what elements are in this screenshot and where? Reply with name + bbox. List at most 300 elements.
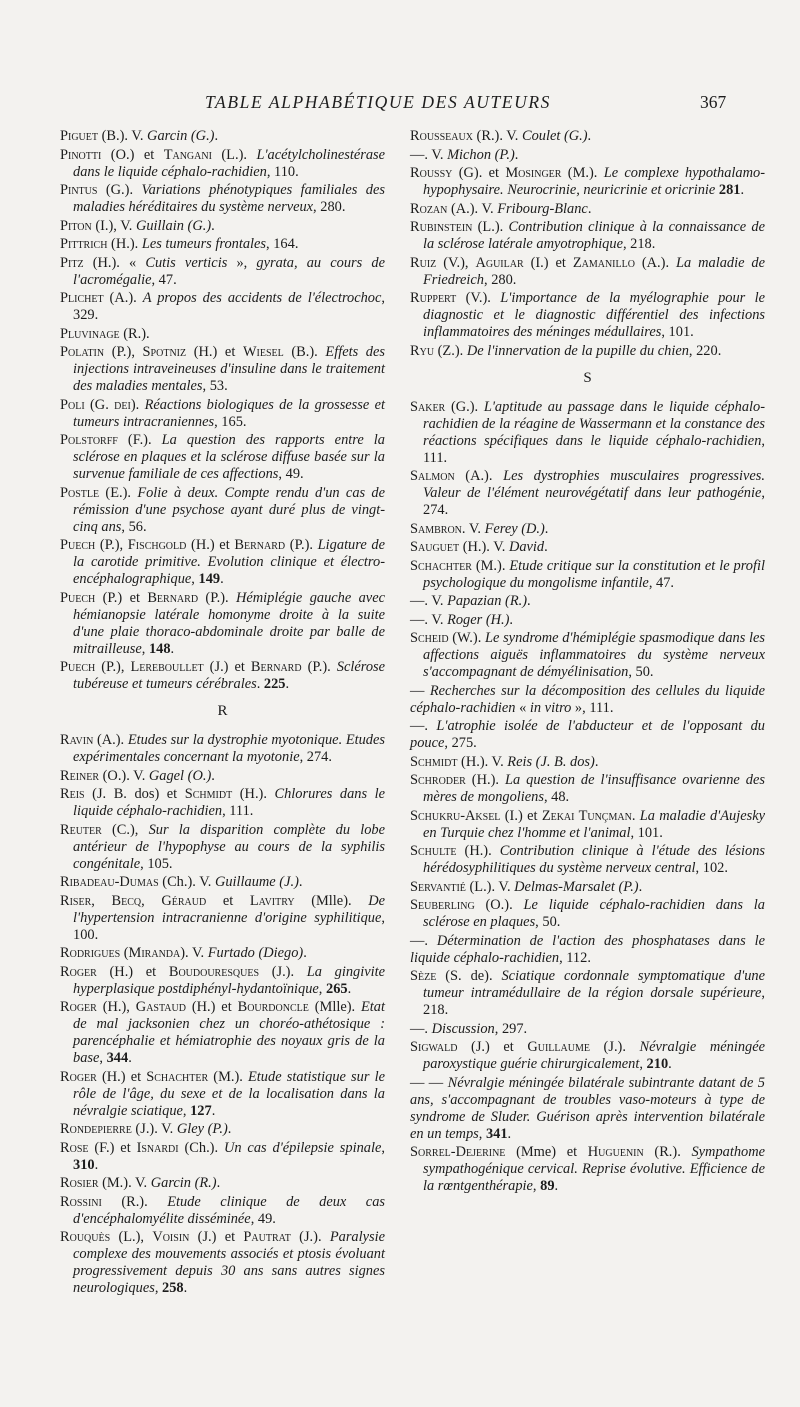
entry-title: Variations phénotypiques familiales des maladies héréditaires du système nerveux (73, 182, 385, 215)
entry-title: Coulet (G.) (522, 128, 588, 144)
index-entry (410, 219, 765, 253)
author-name: Schmidt (184, 786, 233, 802)
entry-title: Gley (P.) (176, 1121, 228, 1137)
entry-text: (O.). V. (99, 767, 149, 784)
entry-text: (I.) et (500, 807, 542, 824)
entry-title: David (508, 539, 545, 555)
entry-text: , 280. (484, 271, 517, 288)
entry-text: (A.). (454, 468, 504, 484)
index-entry (410, 343, 765, 360)
author-name: Lereboullet (130, 659, 204, 675)
entry-text: , (381, 1139, 385, 1156)
author-name: Guillaume (527, 1039, 590, 1055)
index-entry (410, 897, 765, 931)
entry-title: Névralgie méningée bilatérale subintrante datant de 5 ans, s'accompagnant de troubles vaso-moteurs à type de syndrome de Sluder. Guérison après intervention bilatérale en un temps (410, 1074, 765, 1142)
entry-text: « (515, 699, 530, 716)
index-entry (60, 128, 385, 145)
entry-text: (H.) et (96, 963, 169, 980)
index-entry (60, 893, 385, 944)
page-reference: 344 (106, 1050, 129, 1066)
entry-title: Névralgie méningée paroxystique guérie chirurgicalement (423, 1039, 766, 1072)
entry-text: (J.) et (203, 659, 251, 675)
author-name: Zekai Tunçman (541, 807, 632, 824)
entry-text: (A.). (634, 254, 676, 271)
author-name: Polatin (60, 344, 105, 360)
entry-text: (Mlle). (308, 999, 362, 1015)
entry-text: , (191, 571, 199, 587)
index-entry (60, 1069, 385, 1120)
entry-text: , 53. (202, 378, 228, 394)
author-name: Poli (60, 396, 85, 413)
page-reference: 341 (485, 1125, 508, 1142)
entry-title: L'acétylcholinestérase dans le liquide céphalo-rachidien (73, 146, 385, 180)
entry-title: Guillaume (J.) (214, 874, 299, 890)
entry-text: —. (410, 718, 437, 734)
entry-text: . (128, 1050, 132, 1066)
entry-text: (H.). (232, 786, 275, 802)
entry-text: (R.). (101, 1193, 168, 1210)
entry-text: . (544, 520, 549, 537)
entry-text: ). (130, 396, 145, 413)
author-name: Tangani (163, 146, 212, 163)
entry-title: Etude statistique sur le rôle de l'âge, du sexe et de la localisation dans la névralgie sciatique (73, 1068, 385, 1119)
index-entry (410, 772, 765, 806)
author-name: Salmon (410, 468, 455, 484)
index-entry (60, 236, 385, 253)
author-name: Reiner (60, 767, 100, 784)
entry-text: (B.). (283, 344, 326, 360)
entry-title: Etude critique sur la constitution et le profil psychologique du mongolisme infantile (423, 557, 765, 591)
entry-text: (Z.). (434, 342, 467, 359)
author-name: Isnardi (136, 1139, 179, 1156)
entry-text: , 105. (140, 855, 173, 872)
index-entry (410, 612, 765, 629)
entry-text: ( (120, 945, 129, 961)
index-entry (60, 182, 385, 216)
entry-title: L'aptitude au passage dans le liquide céphalo-rachidien de la réagine de Wassermann et la constance des réactions spécifiques dans le liquide céphalo-rachidien (423, 398, 765, 449)
entry-text: (I.), V. (91, 217, 136, 234)
author-name: Schroder (410, 772, 466, 788)
entry-text: », 111. (571, 699, 614, 716)
entry-text: S (583, 369, 592, 386)
index-entry (60, 432, 385, 483)
entry-text: (G. (84, 396, 115, 413)
entry-text: , 101. (630, 824, 663, 841)
page-reference: 149 (198, 571, 221, 587)
entry-text: , (141, 892, 162, 909)
entry-text: , 111. (423, 432, 765, 466)
author-name: Sauguet (410, 539, 460, 555)
entry-text: . V. (461, 520, 485, 537)
entry-text: , 47. (648, 574, 675, 591)
page-reference: 258 (162, 1280, 184, 1296)
author-name: Sèze (410, 968, 437, 984)
entry-text: (P.), (104, 344, 143, 360)
entry-text: (F.) et (88, 1139, 137, 1156)
entry-text: (W.). (448, 630, 485, 646)
author-name: Rousseaux (410, 128, 473, 144)
entry-text: , (99, 1050, 107, 1066)
entry-title: Les tumeurs frontales (141, 236, 267, 252)
entry-text: (H.) et (186, 537, 235, 553)
entry-text: (P.). (198, 589, 236, 606)
author-name: Lavitry (249, 892, 295, 909)
author-name: dei (114, 396, 131, 413)
entry-text: (H.) et (185, 999, 238, 1015)
author-name: Riser (60, 892, 92, 909)
entry-title: Le syndrome d'hémiplégie spasmodique dans les affections aiguës inflammatoires du système nerveux s'accompagnant de démyélinisation (423, 630, 765, 680)
entry-text: (H.). V. (457, 753, 508, 770)
index-entry (60, 397, 385, 431)
entry-text: . (631, 807, 640, 824)
entry-text: (J.). (290, 1229, 330, 1245)
author-name: Piguet (60, 128, 98, 144)
author-name: Gastaud (135, 999, 186, 1015)
entry-text: (H.), (96, 999, 136, 1015)
entry-text: (R.). (643, 1144, 692, 1160)
author-name: Wiesel (242, 344, 284, 360)
index-entry (410, 165, 765, 199)
entry-text: (H.). (107, 236, 142, 252)
author-name: Piton (60, 217, 92, 234)
author-name: Polstorff (60, 432, 118, 448)
entry-text: , 111. (222, 803, 254, 819)
entry-text: (V.), (436, 254, 476, 271)
author-name: Servantié (410, 878, 466, 895)
author-name: Schachter (146, 1068, 209, 1085)
author-name: Sorrel-Dejerine (410, 1144, 506, 1160)
page-number: 367 (700, 92, 727, 112)
author-name: Rossini (60, 1193, 102, 1210)
entry-text: (H.) et (186, 344, 243, 360)
author-name: Fischgold (127, 537, 187, 553)
entry-text: , 329. (73, 290, 385, 323)
entry-title: Le complexe hypothalamo-hypophysaire. Neurocrinie, neuricrinie et oricrinie (423, 165, 765, 198)
author-name: Schmidt (410, 753, 458, 770)
entry-text: . (638, 878, 643, 895)
author-name: Pitz (60, 254, 84, 271)
entry-text: . (227, 1121, 232, 1137)
entry-text: , 48. (543, 789, 570, 805)
entry-text: —. V. (410, 611, 448, 628)
index-entry (60, 485, 385, 536)
author-name: Miranda (128, 945, 181, 961)
running-title: TABLE ALPHABÉTIQUE DES AUTEURS (205, 92, 551, 112)
author-name: Ryu (410, 342, 435, 359)
page-reference: 210 (646, 1056, 669, 1072)
entry-title: Etat de mal jacksonien chez un choréo-athétosique : parencéphalie et hémiatrophie des noyaux gris de la base (73, 999, 385, 1066)
author-name: Schukru-Aksel (410, 807, 501, 824)
entry-title: Contribution clinique à la connaissance de la sclérose latérale amyotrophique (423, 219, 765, 252)
author-name: Becq (111, 892, 142, 909)
entry-text: (M.). (208, 1068, 249, 1085)
author-name: Pautrat (243, 1229, 291, 1245)
entry-text: (F.). (117, 432, 162, 448)
entry-text: —. V. (410, 146, 448, 163)
index-entry (60, 147, 385, 181)
index-entry (410, 630, 765, 681)
entry-text: (P.), (95, 537, 128, 553)
entry-text: , 47. (151, 271, 177, 288)
author-name: Rubinstein (410, 219, 473, 235)
entry-text: (O.). (474, 897, 524, 913)
author-name: Schachter (410, 557, 472, 574)
entry-text: , 112. (559, 949, 591, 966)
entry-text: . (256, 676, 264, 692)
entry-text: (A.). (93, 732, 128, 748)
entry-text: », (227, 254, 257, 271)
entry-text: (J.). (589, 1039, 640, 1055)
index-entry (60, 255, 385, 289)
index-entry (410, 593, 765, 610)
entry-text: , 297. (494, 1020, 528, 1037)
index-entry (60, 1140, 385, 1174)
entry-title: Sur la disparition complète du lobe antérieur de l'hypophyse au cours de la syphilis congénitale (73, 821, 386, 872)
entry-text: , 275. (444, 735, 477, 751)
author-name: Schulte (410, 843, 457, 859)
index-entry (60, 1175, 385, 1192)
author-name: Plichet (60, 290, 104, 306)
author-name: Puech (60, 659, 96, 675)
index-entry (410, 201, 765, 218)
entry-text: (Mme) et (505, 1144, 588, 1160)
entry-text: . (94, 1156, 99, 1173)
author-name: Ruppert (410, 290, 457, 306)
entry-text: —. V. (410, 593, 448, 609)
entry-text: (L.), (110, 1229, 153, 1245)
entry-title: L'atrophie isolée de l'abducteur et de l'opposant du pouce (410, 718, 765, 751)
index-entry (60, 1229, 385, 1297)
entry-text: . (507, 1125, 512, 1142)
entry-text: (P.). (285, 537, 318, 553)
entry-text: . (668, 1056, 672, 1072)
index-entry (60, 326, 385, 343)
page-reference: 225 (263, 676, 286, 692)
index-entry (410, 1021, 765, 1038)
entry-text: , (639, 1056, 647, 1072)
entry-title: Le liquide céphalo-rachidien dans la sclérose en plaques (423, 897, 765, 930)
entry-title: Recherches sur la décomposition des cellules du liquide céphalo-rachidien (410, 682, 765, 716)
entry-title: Cutis verticis (145, 254, 228, 271)
entry-title: La maladie d'Aujesky en Turquie chez l'homme et l'animal (423, 807, 766, 841)
entry-text: (G.). (445, 398, 484, 415)
index-entry (60, 874, 385, 891)
index-entry (410, 879, 765, 896)
entry-text: . (214, 128, 219, 144)
entry-title: Sclérose tubéreuse et tumeurs cérébrales (73, 659, 385, 692)
author-name: Roger (60, 963, 97, 980)
entry-title: La maladie de Friedreich (423, 254, 766, 288)
entry-text: (M.). (561, 165, 604, 181)
entry-text: , 165. (214, 413, 247, 430)
index-entry (410, 843, 765, 877)
author-name: Rouquès (60, 1229, 111, 1245)
entry-text: (L.). V. (465, 878, 515, 895)
author-name: Huguenin (587, 1144, 644, 1160)
index-entry (60, 786, 385, 820)
entry-title: Papazian (R.) (447, 593, 527, 609)
author-name: Spotniz (142, 344, 187, 360)
entry-text: . (587, 200, 592, 217)
author-name: Reis (60, 786, 85, 802)
section-letter-heading (60, 703, 385, 720)
index-entry (410, 683, 765, 717)
author-name: Postle (60, 484, 100, 501)
index-entry (60, 1121, 385, 1138)
index-entry (60, 964, 385, 998)
entry-text: (H.) et (96, 1068, 147, 1085)
entry-text: . (347, 980, 352, 997)
index-entry (60, 768, 385, 785)
author-name: Saker (410, 398, 446, 415)
entry-text: (C.), (101, 821, 149, 838)
index-entry (60, 822, 385, 873)
entry-text: (G.). (97, 182, 142, 198)
entry-text: , 218. (622, 236, 656, 252)
index-entry (410, 1039, 765, 1073)
index-entry (410, 933, 765, 967)
entry-text: , 50. (535, 914, 561, 930)
entry-title: Roger (H.) (447, 611, 510, 628)
entry-text: (M.). V. (98, 1175, 151, 1191)
index-entry (60, 590, 385, 658)
entry-text: . (594, 753, 599, 770)
entry-title: Delmas-Marsalet (P.) (514, 878, 639, 895)
entry-text: (O.) et (101, 146, 164, 163)
entry-title: Etudes sur la dystrophie myotonique. Etudes expérimentales concernant la myotonie (73, 732, 385, 765)
entry-text: (B.). V. (98, 128, 148, 144)
entry-title: Détermination de l'action des phosphatases dans le liquide céphalo-rachidien (410, 932, 765, 966)
author-name: Rondepierre (60, 1121, 132, 1137)
entry-title: Chlorures dans le liquide céphalo-rachidien (73, 786, 386, 819)
author-name: Bourdoncle (237, 999, 309, 1015)
entry-text: (G). et (452, 165, 506, 181)
entry-title: Sympathome sympathogénique cervical. Reprise évolutive. Efficience de la rœntgenthérapie (423, 1144, 766, 1194)
entry-text: (S. de). (436, 968, 502, 984)
author-name: Roussy (410, 165, 453, 181)
index-entry (410, 147, 765, 164)
author-name: Ruiz (410, 254, 437, 271)
entry-title: Michon (P.) (447, 146, 515, 163)
index-entry (410, 558, 765, 592)
entry-text: . (514, 146, 519, 163)
entry-text: , (91, 892, 112, 909)
entry-text: , (532, 1178, 541, 1194)
entry-text: , 110. (266, 163, 299, 180)
author-name: Scheid (410, 630, 449, 646)
entry-text: . (211, 1102, 216, 1119)
entry-text: (H.). (465, 772, 505, 788)
entry-text: . (220, 571, 224, 587)
author-name: Bernard (234, 537, 286, 553)
entry-title: Effets des injections intraveineuses d'insuline dans le traitement des maladies mentales (73, 344, 385, 394)
entry-text: (R.). (119, 325, 150, 342)
entry-text: , 100. (73, 909, 385, 943)
author-name: Roger (60, 999, 97, 1015)
author-name: Bernard (147, 589, 199, 606)
entry-text: (P.) et (95, 589, 148, 606)
entry-title: A propos des accidents de l'électrochoc (142, 290, 382, 306)
author-name: Seuberling (410, 897, 475, 913)
index-entry (60, 344, 385, 395)
author-name: Pittrich (60, 236, 108, 252)
entry-text: . (285, 676, 290, 692)
entry-text: , 274. (299, 749, 332, 765)
entry-title: La gingivite hyperplasique postdiphényl-hydantoïnique (73, 963, 385, 997)
entry-title: Contribution clinique à l'étude des lésions hérédosyphilitiques du système nerveux central (423, 843, 765, 876)
entry-text: , 101. (661, 324, 694, 340)
entry-text: , 218. (423, 985, 765, 1018)
entry-text: (R.). V. (472, 128, 522, 144)
right-column (410, 128, 765, 1197)
author-name: Ribadeau-Dumas (60, 874, 159, 890)
entry-text: et (206, 892, 250, 909)
entry-text: (J.). V. (131, 1121, 177, 1137)
entry-text: . (216, 1175, 221, 1191)
author-name: Pluvinage (60, 325, 120, 342)
entry-text: — — (410, 1074, 448, 1091)
entry-text: , (318, 980, 326, 997)
entry-title: Garcin (R.) (150, 1175, 217, 1191)
author-name: Pinotti (60, 146, 102, 163)
author-name: Mosinger (505, 165, 562, 181)
entry-title: Folie à deux. Compte rendu d'un cas de rémission d'une psychose ayant duré plus de vingt-cinq ans (73, 484, 386, 535)
entry-text: , 49. (278, 466, 304, 482)
author-name: Rose (60, 1139, 89, 1156)
index-entry (60, 537, 385, 588)
author-name: Géraud (161, 892, 207, 909)
author-name: Reuter (60, 821, 102, 838)
author-name: Roger (60, 1068, 97, 1085)
entry-title: L'importance de la myélographie pour le diagnostic et le diagnostic différentiel des infections inflammatoires des méninges médullaires (423, 290, 766, 340)
entry-text: , 102. (695, 860, 728, 876)
entry-text: , 164. (266, 236, 299, 252)
entry-text: (H.). « (83, 254, 146, 271)
index-entry (60, 659, 385, 693)
page-header (0, 92, 800, 116)
entry-text: . (183, 1280, 188, 1296)
entry-title: Sciatique cordonnale symptomatique d'une tumeur intramédullaire de la région dorsale supérieure (423, 968, 765, 1001)
entry-title: Gagel (O.) (148, 767, 212, 784)
author-name: Aguilar (475, 254, 524, 271)
entry-text: , 50. (628, 664, 654, 680)
entry-title: in vitro (529, 699, 572, 716)
index-entry (410, 1075, 765, 1143)
entry-text: — (410, 682, 430, 699)
entry-text: . (170, 640, 175, 657)
entry-text: . (211, 767, 215, 784)
entry-text: (J.) et (457, 1039, 528, 1055)
entry-title: De l'hypertension intracranienne d'origine syphilitique (73, 892, 385, 926)
entry-text: , 220. (688, 342, 722, 359)
index-entry (60, 1194, 385, 1228)
entry-text: . (298, 874, 303, 890)
entry-text: (M.). (471, 557, 510, 574)
entry-text: (I.) et (523, 254, 573, 271)
entry-title: Paralysie complexe des mouvements associés et ptosis évoluant progressivement depuis 30 ans sans autres signes neurologiques (73, 1229, 385, 1296)
entry-text: , 49. (250, 1210, 276, 1227)
entry-title: La question des rapports entre la sclérose en plaques et la sclérose diffuse basée sur la survenue familiale de ces affections (73, 432, 385, 482)
author-name: Puech (60, 589, 96, 606)
index-entry (60, 218, 385, 235)
entry-text: R (217, 703, 228, 719)
entry-text: (E.). (99, 484, 138, 501)
index-entry (60, 999, 385, 1067)
author-name: Ravin (60, 732, 94, 748)
entry-text: —. (410, 932, 437, 949)
index-entry (60, 732, 385, 766)
entry-title: La question de l'insuffisance ovarienne des mères de mongoliens (423, 772, 765, 805)
